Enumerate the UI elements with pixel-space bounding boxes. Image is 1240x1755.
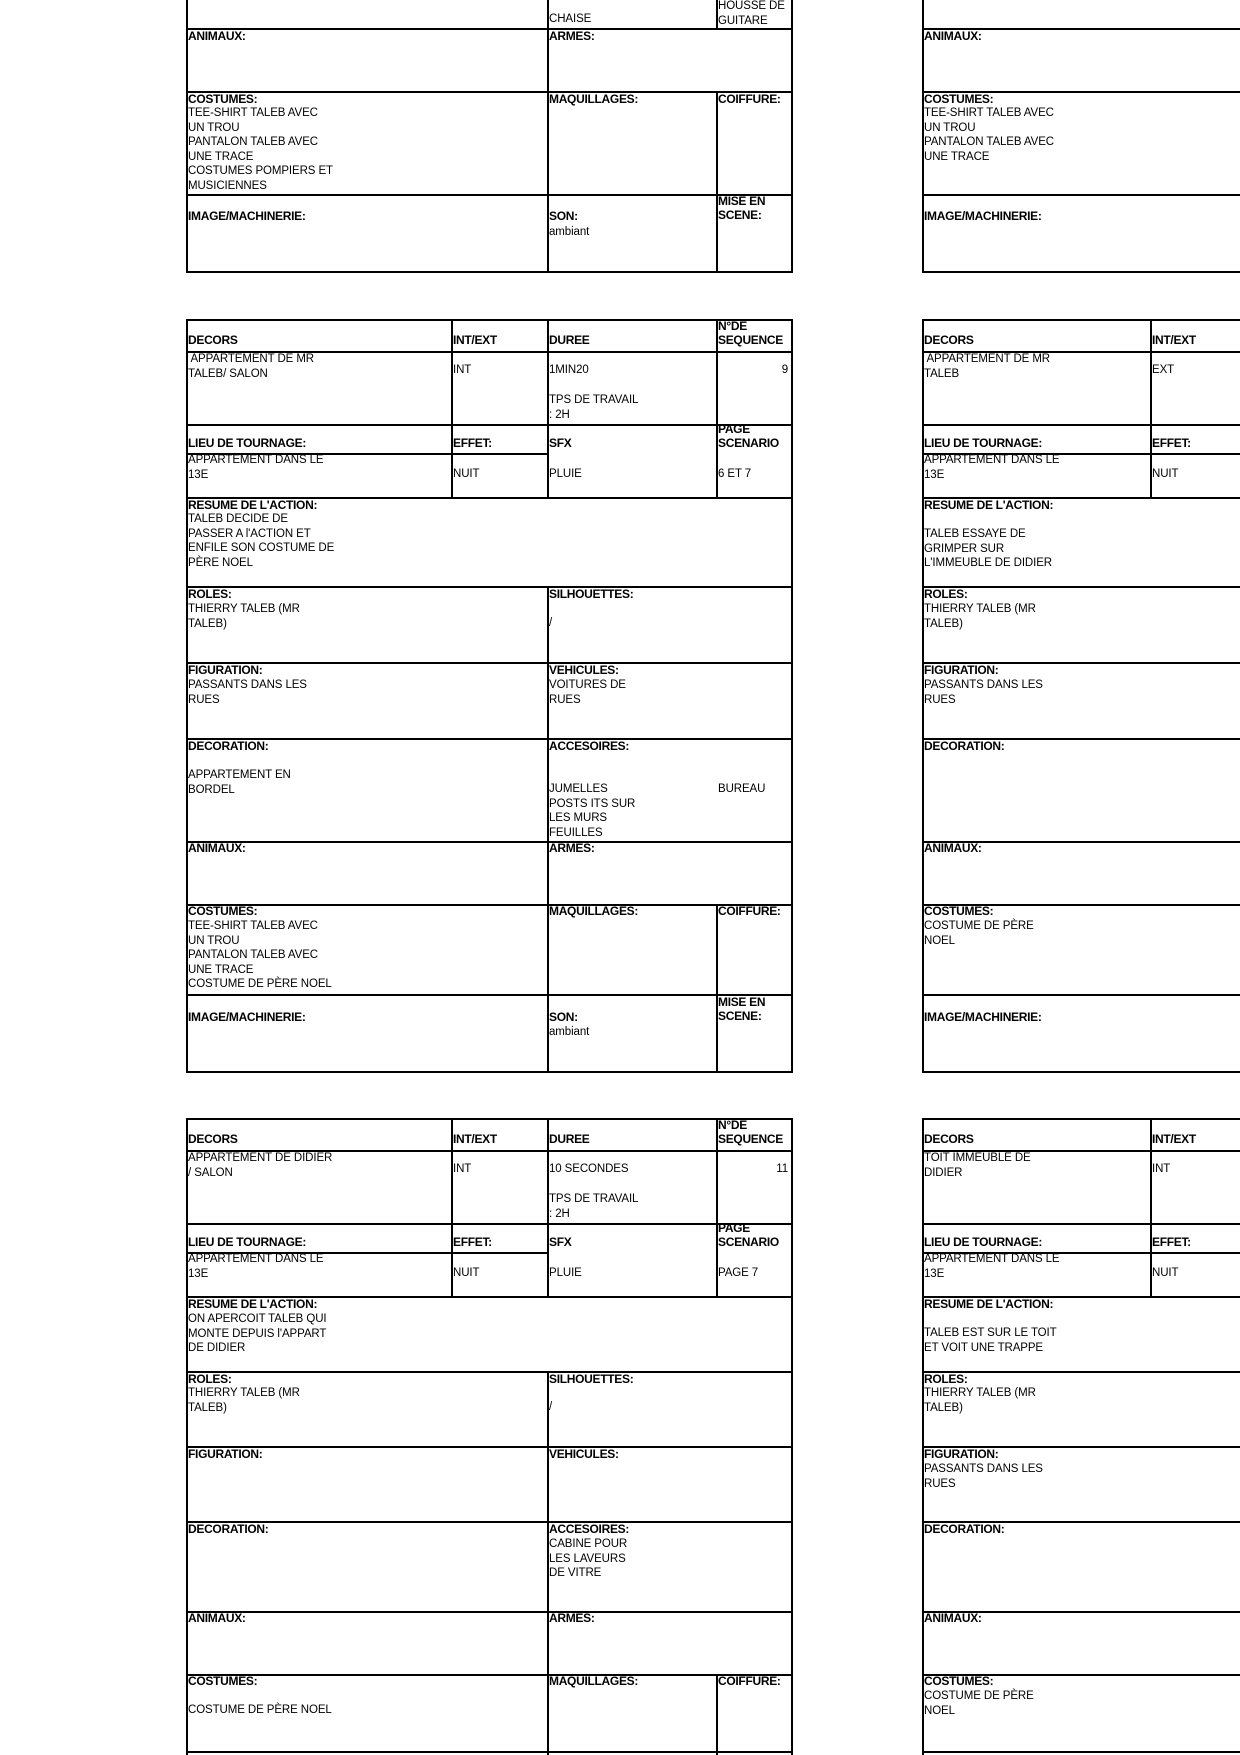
maquillages-label: MAQUILLAGES: xyxy=(549,1674,639,1688)
silhouettes-value: / xyxy=(549,1401,553,1413)
silhouettes-label: SILHOUETTES: xyxy=(549,1372,634,1386)
costumes-value: COSTUME DE PÈRE NOEL xyxy=(924,1690,1034,1717)
sheet-top-left xyxy=(186,0,793,274)
sequence-value: 11 xyxy=(776,1163,788,1175)
roles-value: THIERRY TALEB (MR TALEB) xyxy=(188,1387,300,1414)
accessoires-value: CHAISE xyxy=(549,13,592,25)
sfx-value: PLUIE xyxy=(549,1267,582,1279)
sequence-label: N°DE SEQUENCE xyxy=(718,1118,783,1146)
armes-label: ARMES: xyxy=(549,1611,595,1625)
effet-label: EFFET: xyxy=(453,436,492,450)
son-label: SON: xyxy=(549,209,578,223)
effet-value: NUIT xyxy=(453,1267,480,1279)
coiffure-label: COIFFURE: xyxy=(718,1674,781,1688)
decoration-label: DECORATION: xyxy=(188,1522,269,1536)
accessoires-value-2: BUREAU xyxy=(718,783,766,795)
roles-label: ROLES: xyxy=(188,1372,232,1386)
lieu-label: LIEU DE TOURNAGE: xyxy=(188,1235,307,1249)
tps-travail: TPS DE TRAVAIL : 2H xyxy=(549,1193,639,1220)
sheet-mid-left xyxy=(186,319,793,1074)
lieu-value: APPARTEMENT DANS LE 13E xyxy=(924,454,1060,481)
sfx-label: SFX xyxy=(549,1235,572,1249)
decors-label: DECORS xyxy=(924,1132,974,1146)
decoration-value: APPARTEMENT EN BORDEL xyxy=(188,769,291,796)
figuration-value: PASSANTS DANS LES RUES xyxy=(924,679,1043,706)
resume-value: TALEB DECIDE DE PASSER A l'ACTION ET ENFILE SON COSTUME DE PÈRE NOEL xyxy=(188,513,335,569)
costumes-value: TEE-SHIRT TALEB AVEC UN TROU PANTALON TALEB AVEC UNE TRACE COSTUMES POMPIERS ET MUSICIENNES xyxy=(188,107,333,192)
costumes-label: COSTUMES: xyxy=(924,1674,994,1688)
resume-label: RESUME DE L'ACTION: xyxy=(188,1297,318,1311)
costumes-label: COSTUMES: xyxy=(924,92,994,106)
costumes-value: COSTUME DE PÈRE NOEL xyxy=(188,1704,332,1716)
lieu-value: APPARTEMENT DANS LE 13E xyxy=(924,1253,1060,1280)
decors-label: DECORS xyxy=(188,1132,238,1146)
decors-label: DECORS xyxy=(188,333,238,347)
lieu-value: APPARTEMENT DANS LE 13E xyxy=(188,454,324,481)
figuration-label: FIGURATION: xyxy=(188,663,263,677)
armes-label: ARMES: xyxy=(549,841,595,855)
silhouettes-value: / xyxy=(549,617,553,629)
sfx-value: PLUIE xyxy=(549,468,582,480)
page-scenario-label: PAGE SCENARIO xyxy=(718,1221,779,1249)
figuration-label: FIGURATION: xyxy=(924,1447,999,1461)
int-ext-label: INT/EXT xyxy=(453,333,497,347)
image-label: IMAGE/MACHINERIE: xyxy=(188,209,306,223)
accessoires-label: ACCESOIRES: xyxy=(549,739,630,753)
mise-en-scene-label: MISE EN SCENE: xyxy=(718,995,766,1023)
effet-value: NUIT xyxy=(1152,468,1179,480)
costumes-value: TEE-SHIRT TALEB AVEC UN TROU PANTALON TALEB AVEC UNE TRACE xyxy=(924,107,1054,163)
accessoires-value: JUMELLES POSTS ITS SUR LES MURS FEUILLES xyxy=(549,783,636,839)
effet-label: EFFET: xyxy=(453,1235,492,1249)
figuration-value: PASSANTS DANS LES RUES xyxy=(924,1463,1043,1490)
resume-value: TALEB ESSAYE DE GRIMPER SUR L'IMMEUBLE DE DIDIER xyxy=(924,528,1052,569)
resume-label: RESUME DE L'ACTION: xyxy=(924,498,1054,512)
lieu-value: APPARTEMENT DANS LE 13E xyxy=(188,1253,324,1280)
animaux-label: ANIMAUX: xyxy=(924,841,982,855)
decors-value: APPARTEMENT DE MR TALEB/ SALON xyxy=(188,353,315,380)
animaux-label: ANIMAUX: xyxy=(188,841,246,855)
animaux-label: ANIMAUX: xyxy=(924,29,982,43)
accessoires-value-2: HOUSSE DE GUITARE xyxy=(718,0,785,27)
figuration-value: PASSANTS DANS LES RUES xyxy=(188,679,307,706)
effet-label: EFFET: xyxy=(1152,436,1191,450)
accessoires-value: CABINE POUR LES LAVEURS DE VITRE xyxy=(549,1538,628,1579)
son-value: ambiant xyxy=(549,1026,590,1038)
costumes-value: TEE-SHIRT TALEB AVEC UN TROU PANTALON TALEB AVEC UNE TRACE COSTUME DE PÈRE NOEL xyxy=(188,920,332,990)
roles-value: THIERRY TALEB (MR TALEB) xyxy=(924,1387,1036,1414)
animaux-label: ANIMAUX: xyxy=(924,1611,982,1625)
sequence-label: N°DE SEQUENCE xyxy=(718,319,783,347)
decors-value: TOIT IMMEUBLE DE DIDIER xyxy=(924,1152,1031,1179)
duree-value: 10 SECONDES xyxy=(549,1163,629,1175)
decors-label: DECORS xyxy=(924,333,974,347)
image-label: IMAGE/MACHINERIE: xyxy=(924,209,1042,223)
animaux-label: ANIMAUX: xyxy=(188,29,246,43)
decoration-label: DECORATION: xyxy=(188,739,269,753)
costumes-label: COSTUMES: xyxy=(188,904,258,918)
decoration-label: DECORATION: xyxy=(924,1522,1005,1536)
vehicules-value: VOITURES DE RUES xyxy=(549,679,626,706)
sfx-label: SFX xyxy=(549,436,572,450)
tps-travail: TPS DE TRAVAIL : 2H xyxy=(549,394,639,421)
duree-label: DUREE xyxy=(549,333,590,347)
costumes-label: COSTUMES: xyxy=(924,904,994,918)
accessoires-label: ACCESOIRES: xyxy=(549,1522,630,1536)
costumes-value: COSTUME DE PÈRE NOEL xyxy=(924,920,1034,947)
coiffure-label: COIFFURE: xyxy=(718,92,781,106)
duree-value: 1MIN20 xyxy=(549,364,589,376)
decors-value: APPARTEMENT DE MR TALEB xyxy=(924,353,1051,380)
vehicules-label: VEHICULES: xyxy=(549,1447,619,1461)
int-ext-label: INT/EXT xyxy=(1152,1132,1196,1146)
image-label: IMAGE/MACHINERIE: xyxy=(924,1010,1042,1024)
roles-label: ROLES: xyxy=(188,587,232,601)
silhouettes-label: SILHOUETTES: xyxy=(549,587,634,601)
sequence-value: 9 xyxy=(781,364,788,376)
decoration-label: DECORATION: xyxy=(924,739,1005,753)
int-ext-value: INT xyxy=(453,364,472,376)
effet-value: NUIT xyxy=(1152,1267,1179,1279)
int-ext-value: EXT xyxy=(1152,364,1175,376)
int-ext-value: INT xyxy=(1152,1163,1171,1175)
costumes-label: COSTUMES: xyxy=(188,92,258,106)
sheet-bot-right xyxy=(922,1118,1240,1755)
page-scenario-label: PAGE SCENARIO xyxy=(718,422,779,450)
decors-value: APPARTEMENT DE DIDIER / SALON xyxy=(188,1152,333,1179)
resume-label: RESUME DE L'ACTION: xyxy=(188,498,318,512)
figuration-label: FIGURATION: xyxy=(924,663,999,677)
lieu-label: LIEU DE TOURNAGE: xyxy=(924,1235,1043,1249)
vehicules-label: VEHICULES: xyxy=(549,663,619,677)
roles-label: ROLES: xyxy=(924,587,968,601)
duree-label: DUREE xyxy=(549,1132,590,1146)
son-value: ambiant xyxy=(549,226,590,238)
resume-value: ON APERCOIT TALEB QUI MONTE DEPUIS l'APPART DE DIDIER xyxy=(188,1313,327,1354)
lieu-label: LIEU DE TOURNAGE: xyxy=(924,436,1043,450)
armes-label: ARMES: xyxy=(549,29,595,43)
int-ext-label: INT/EXT xyxy=(453,1132,497,1146)
animaux-label: ANIMAUX: xyxy=(188,1611,246,1625)
int-ext-label: INT/EXT xyxy=(1152,333,1196,347)
costumes-label: COSTUMES: xyxy=(188,1674,258,1688)
roles-value: THIERRY TALEB (MR TALEB) xyxy=(924,603,1036,630)
page-value: PAGE 7 xyxy=(718,1267,759,1279)
resume-value: TALEB EST SUR LE TOIT ET VOIT UNE TRAPPE xyxy=(924,1327,1057,1354)
mise-en-scene-label: MISE EN SCENE: xyxy=(718,194,766,222)
son-label: SON: xyxy=(549,1010,578,1024)
resume-label: RESUME DE L'ACTION: xyxy=(924,1297,1054,1311)
roles-label: ROLES: xyxy=(924,1372,968,1386)
effet-value: NUIT xyxy=(453,468,480,480)
maquillages-label: MAQUILLAGES: xyxy=(549,904,639,918)
coiffure-label: COIFFURE: xyxy=(718,904,781,918)
maquillages-label: MAQUILLAGES: xyxy=(549,92,639,106)
lieu-label: LIEU DE TOURNAGE: xyxy=(188,436,307,450)
sheet-bot-left xyxy=(186,1118,793,1755)
image-label: IMAGE/MACHINERIE: xyxy=(188,1010,306,1024)
figuration-label: FIGURATION: xyxy=(188,1447,263,1461)
page-value: 6 ET 7 xyxy=(718,468,752,480)
roles-value: THIERRY TALEB (MR TALEB) xyxy=(188,603,300,630)
sheet-top-right xyxy=(922,0,1240,274)
effet-label: EFFET: xyxy=(1152,1235,1191,1249)
int-ext-value: INT xyxy=(453,1163,472,1175)
sheet-mid-right xyxy=(922,319,1240,1074)
